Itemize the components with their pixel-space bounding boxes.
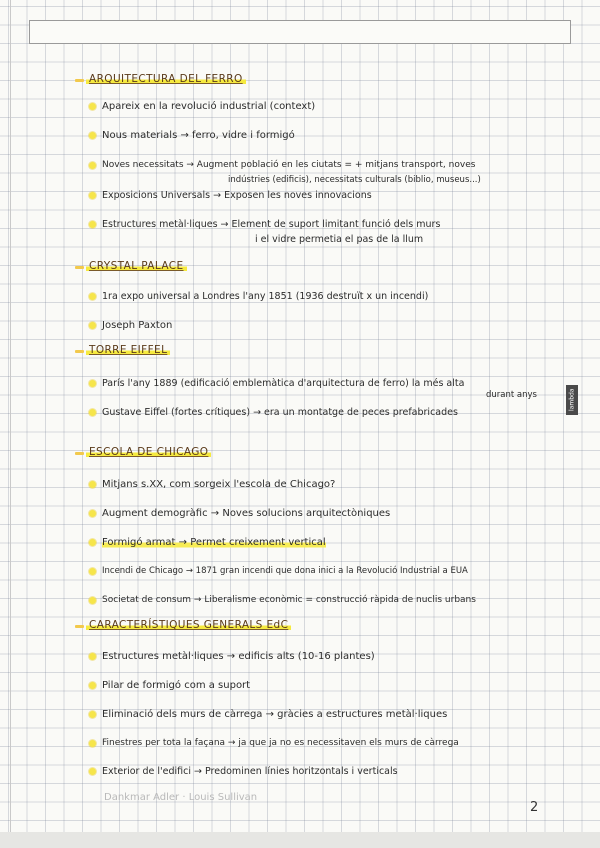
bullet xyxy=(89,682,96,689)
scan-bottom-edge xyxy=(0,832,600,848)
side-tab-label: lambda xyxy=(568,388,576,412)
bullet xyxy=(89,481,96,488)
list-item: Joseph Paxton xyxy=(102,320,173,331)
page-number: 2 xyxy=(530,800,539,815)
list-item: Augment demogràfic → Noves solucions arquitectòniques xyxy=(102,508,391,519)
list-item: Exterior de l'edifici → Predominen línies horitzontals i verticals xyxy=(102,766,398,777)
section-heading: CRYSTAL PALACE xyxy=(86,257,187,275)
list-item: Mitjans s.XX, com sorgeix l'escola de Chicago? xyxy=(102,479,336,490)
list-item: Finestres per tota la façana → ja que ja no es necessitaven els murs de càrrega xyxy=(102,738,459,748)
bullet xyxy=(89,103,96,110)
heading-dash xyxy=(75,625,84,628)
heading-dash xyxy=(75,266,84,269)
heading-dash xyxy=(75,79,84,82)
list-item: Exposicions Universals → Exposen les noves innovacions xyxy=(102,190,372,201)
list-item: Pilar de formigó com a suport xyxy=(102,680,251,691)
list-item: Estructures metàl·liques → Element de suport limitant funció dels murs xyxy=(102,219,441,230)
section-heading: ESCOLA DE CHICAGO xyxy=(86,443,211,461)
list-item: Eliminació dels murs de càrrega → gràcies a estructures metàl·liques xyxy=(102,709,448,720)
list-item: Incendi de Chicago → 1871 gran incendi que dona inici a la Revolució Industrial a EUA xyxy=(102,566,468,576)
bullet xyxy=(89,380,96,387)
bullet xyxy=(89,162,96,169)
list-item: París l'any 1889 (edificació emblemàtica d'arquitectura de ferro) la més alta xyxy=(102,378,465,389)
bullet xyxy=(89,192,96,199)
list-item: Noves necessitats → Augment població en les ciutats = + mitjans transport, noves xyxy=(102,160,476,170)
bullet xyxy=(89,539,96,546)
list-item: Societat de consum → Liberalisme econòmic = construcció ràpida de nuclis urbans xyxy=(102,595,476,605)
list-item: Estructures metàl·liques → edificis alts (10-16 plantes) xyxy=(102,651,375,662)
bullet xyxy=(89,768,96,775)
bullet xyxy=(89,293,96,300)
list-item: Formigó armat → Permet creixement vertical xyxy=(102,537,326,548)
margin-line xyxy=(10,0,11,848)
bullet xyxy=(89,740,96,747)
list-item-continuation: indústries (edificis), necessitats culturals (biblio, museus...) xyxy=(228,175,481,185)
header-box xyxy=(29,20,571,44)
bullet xyxy=(89,221,96,228)
faint-note: Dankmar Adler · Louis Sullivan xyxy=(104,792,258,803)
bullet xyxy=(89,568,96,575)
bullet xyxy=(89,597,96,604)
side-tab xyxy=(566,385,578,415)
heading-dash xyxy=(75,350,84,353)
section-heading: TORRE EIFFEL xyxy=(86,341,170,359)
bullet xyxy=(89,653,96,660)
list-item-continuation: i el vidre permetia el pas de la llum xyxy=(255,234,424,245)
list-item-continuation: durant anys xyxy=(486,390,537,400)
bullet xyxy=(89,132,96,139)
list-item: Apareix en la revolució industrial (context) xyxy=(102,101,316,112)
list-item: Nous materials → ferro, vidre i formigó xyxy=(102,130,295,141)
bullet xyxy=(89,322,96,329)
section-heading: ARQUITECTURA DEL FERRO xyxy=(86,70,246,88)
heading-dash xyxy=(75,452,84,455)
section-heading: CARACTERÍSTIQUES GENERALS EdC xyxy=(86,616,291,634)
bullet xyxy=(89,711,96,718)
list-item: Gustave Eiffel (fortes crítiques) → era un montatge de peces prefabricades xyxy=(102,407,458,418)
list-item: 1ra expo universal a Londres l'any 1851 (1936 destruït x un incendi) xyxy=(102,291,429,302)
bullet xyxy=(89,409,96,416)
bullet xyxy=(89,510,96,517)
